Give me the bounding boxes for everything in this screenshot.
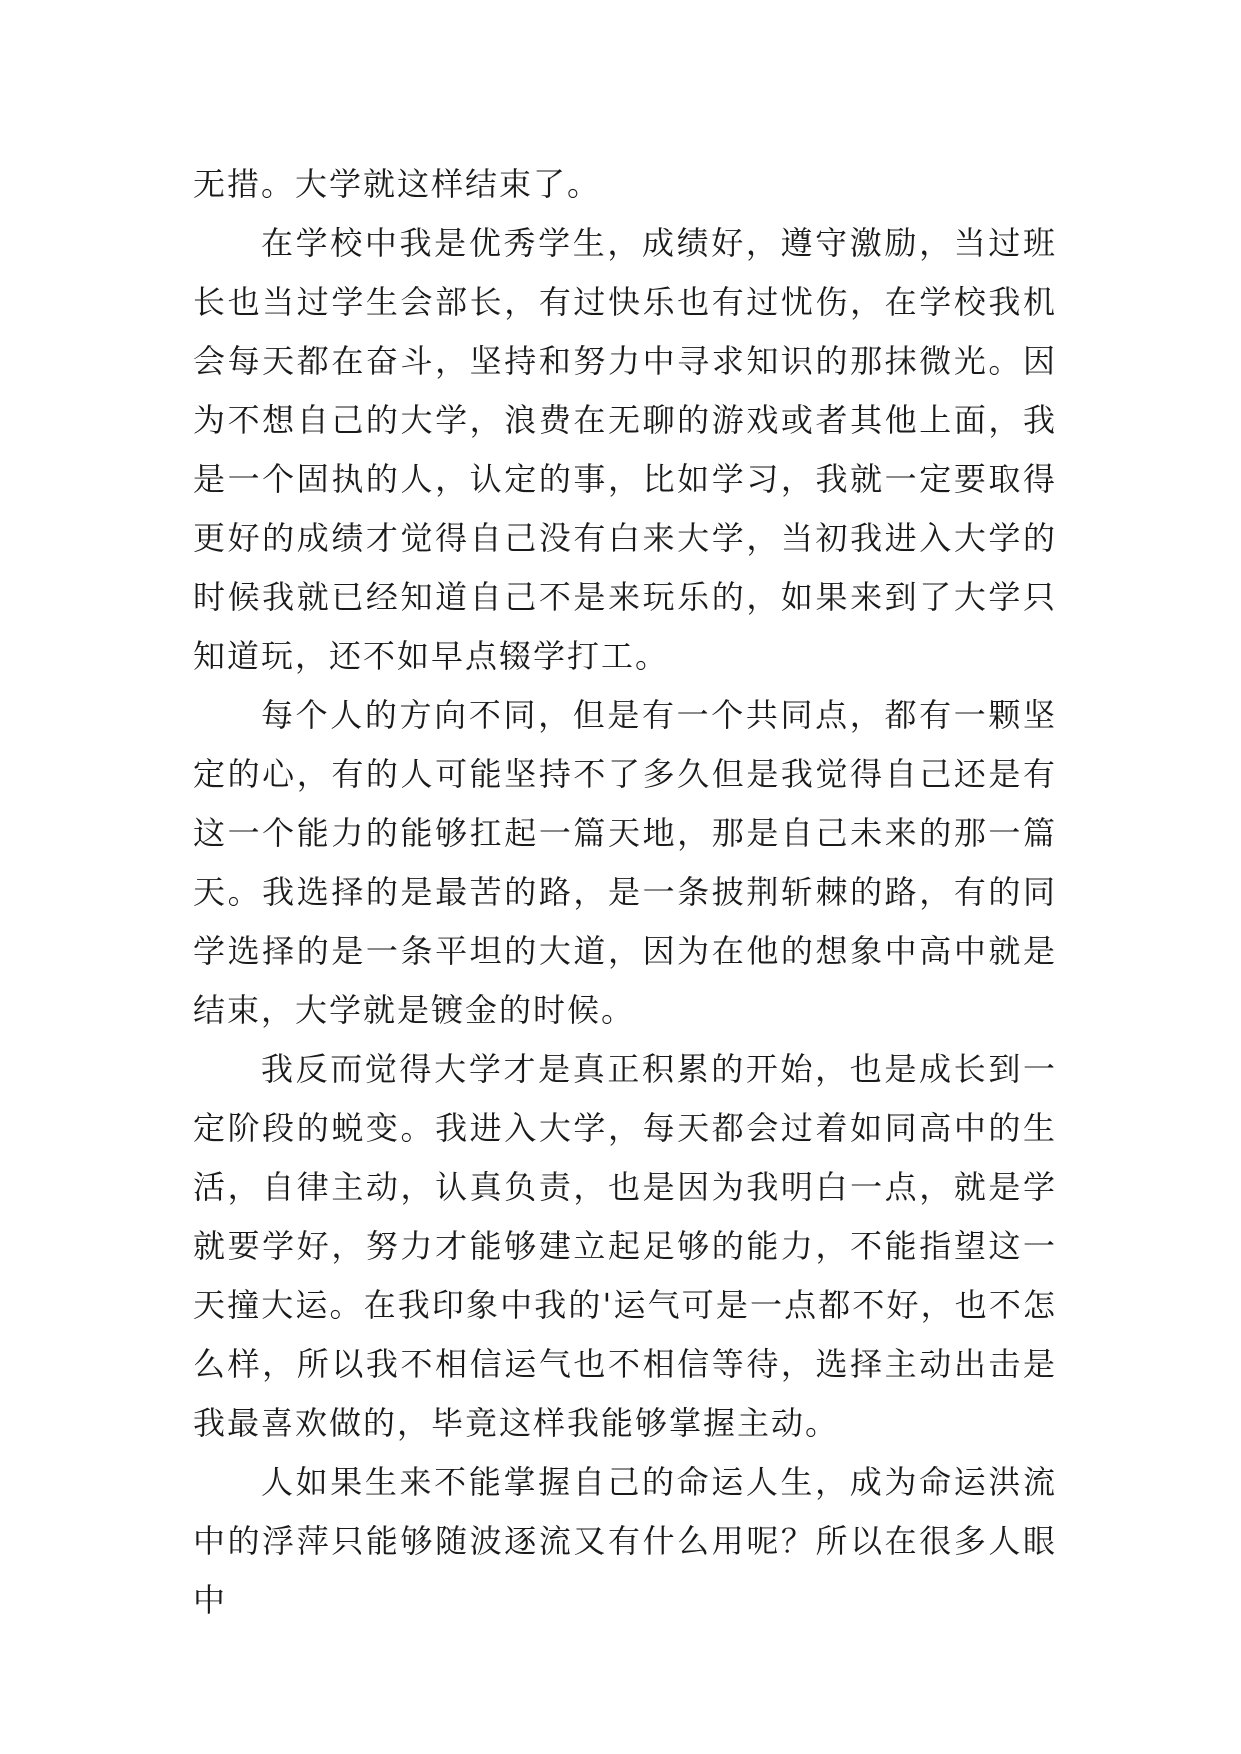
paragraph-4: 我反而觉得大学才是真正积累的开始，也是成长到一定阶段的蜕变。我进入大学，每天都会过着如同高中的生活，自律主动，认真负责，也是因为我明白一点，就是学就要学好，努力才能够建立起足够的能力，不能指望这一天撞大运。在我印象中我的'运气可是一点都不好，也不怎么样，所以我不相信运气也不相信等待，选择主动出击是我最喜欢做的，毕竟这样我能够掌握主动。 [193, 1050, 1057, 1442]
paragraph-2: 在学校中我是优秀学生，成绩好，遵守激励，当过班长也当过学生会部长，有过快乐也有过忧伤，在学校我机会每天都在奋斗，坚持和努力中寻求知识的那抹微光。因为不想自己的大学，浪费在无聊的游戏或者其他上面，我是一个固执的人，认定的事，比如学习，我就一定要取得更好的成绩才觉得自己没有白来大学，当初我进入大学的时候我就已经知道自己不是来玩乐的，如果来到了大学只知道玩，还不如早点辍学打工。 [193, 224, 1057, 675]
document-body [193, 155, 1057, 1630]
paragraph-1: 无措。大学就这样结束了。 [193, 165, 602, 203]
paragraph-5: 人如果生来不能掌握自己的命运人生，成为命运洪流中的浮萍只能够随波逐流又有什么用呢？所以在很多人眼中 [193, 1463, 1057, 1619]
paragraph-3: 每个人的方向不同，但是有一个共同点，都有一颗坚定的心，有的人可能坚持不了多久但是我觉得自己还是有这一个能力的能够扛起一篇天地，那是自己未来的那一篇天。我选择的是最苦的路，是一条披荆斩棘的路，有的同学选择的是一条平坦的大道，因为在他的想象中高中就是结束，大学就是镀金的时候。 [193, 696, 1057, 1029]
